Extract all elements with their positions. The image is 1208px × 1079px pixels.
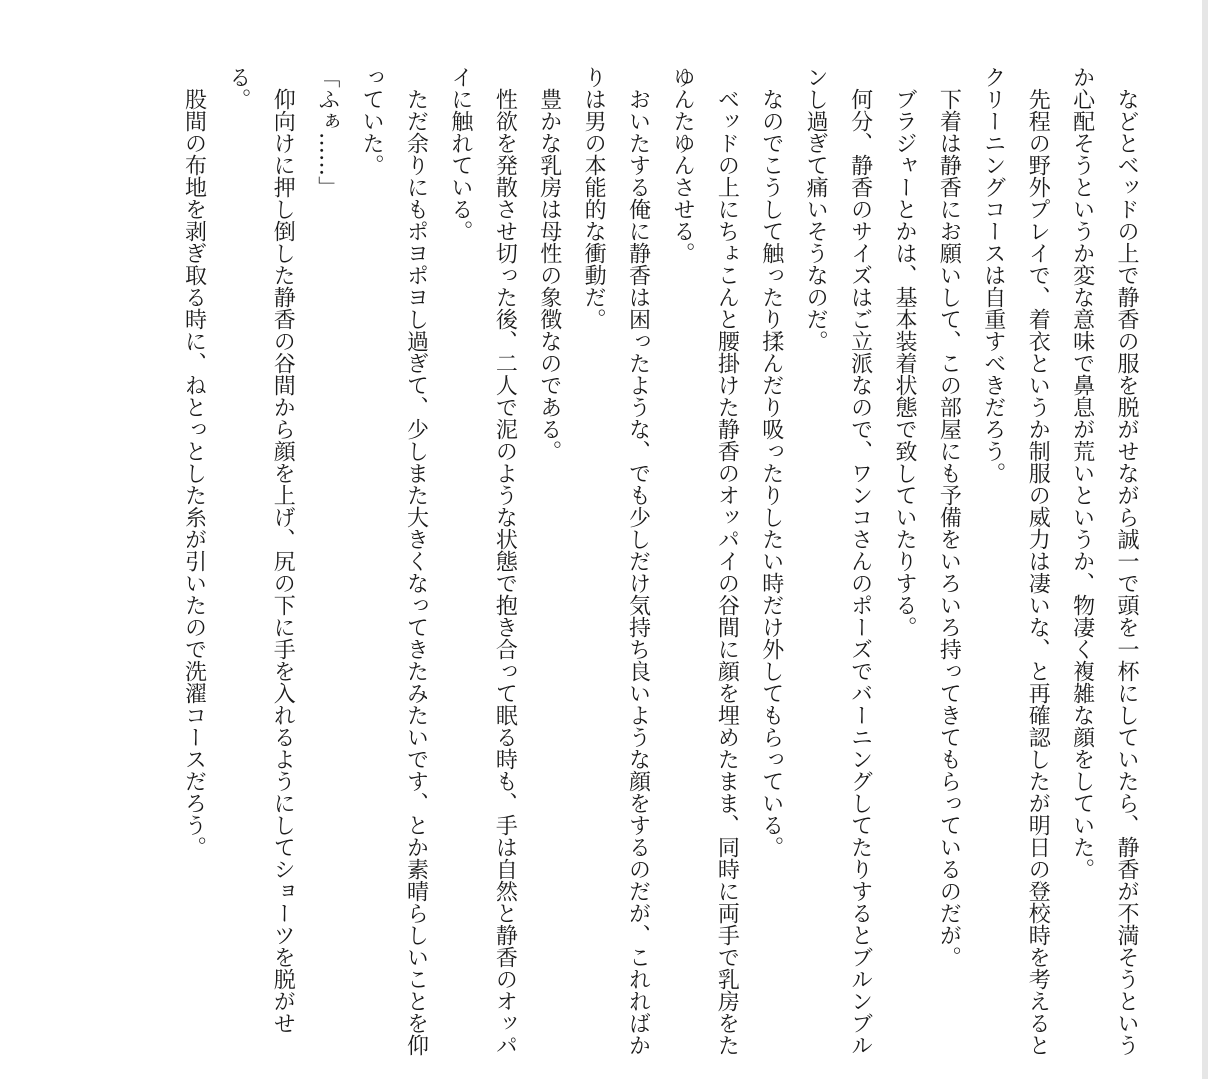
- paragraph-5: 何分、静香のサイズはご立派なので、ワンコさんのポーズでバーニングしてたりするとブルンブルンし過ぎて痛いそうなのだ。: [803, 66, 873, 1056]
- paragraph-2: 先程の野外プレイで、着衣というか制服の威力は凄いな、と再確認したが明日の登校時を考えるとクリーニングコースは自重すべきだろう。: [980, 66, 1051, 1056]
- vertical-text-body: [48, 66, 1148, 1056]
- paragraph-4: ブラジャーとかは、基本装着状態で致していたりする。: [891, 66, 917, 638]
- paragraph-7: ベッドの上にちょこんと腰掛けた静香のオッパイの谷間に顔を埋めたまま、同時に両手で乳房をたゆんたゆんさせる。: [669, 66, 740, 1056]
- paragraph-14: 股間の布地を剥ぎ取る時に、ねとっとした糸が引いたので洗濯コースだろう。: [181, 66, 207, 858]
- paragraph-3: 下着は静香にお願いして、この部屋にも予備をいろいろ持ってきてもらっているのだが。: [936, 66, 962, 968]
- paragraph-9: 豊かな乳房は母性の象徴なのである。: [536, 66, 562, 462]
- paragraph-11: ただ余りにもポヨポヨし過ぎて、少しまた大きくなってきたみたいです、とか素晴らしいことを仰っていた。: [359, 66, 429, 1056]
- paragraph-1: などとベッドの上で静香の服を脱がせながら誠一で頭を一杯にしていたら、静香が不満そうというか心配そうというか変な意味で鼻息が荒いというか、物凄く複雑な顔をしていた。: [1069, 66, 1139, 1056]
- paragraph-8: おいたする俺に静香は困ったような、でも少しだけ気持ち良いような顔をするのだが、これればかりは男の本能的な衝動だ。: [581, 66, 651, 1056]
- paragraph-6: なのでこうして触ったり揉んだり吸ったりしたい時だけ外してもらっている。: [758, 66, 784, 858]
- page-edge: [1202, 0, 1208, 1079]
- paragraph-12: 「ふぁ……」: [314, 66, 340, 198]
- paragraph-13: 仰向けに押し倒した静香の谷間から顔を上げ、尻の下に手を入れるようにしてショーツを脱がせる。: [225, 66, 296, 1034]
- paragraph-10: 性欲を発散させ切った後、二人で泥のような状態で抱き合って眠る時も、手は自然と静香のオッパイに触れている。: [447, 66, 518, 1056]
